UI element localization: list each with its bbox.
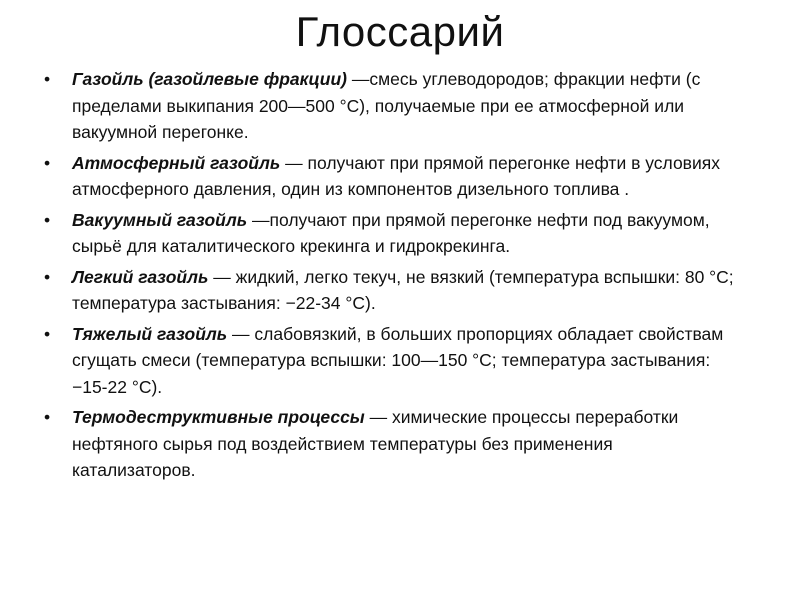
glossary-definition: —смесь углеводородов; фракции нефти (с пределами выкипания 200—500 °С), получаемые при ее атмосферной или вакуумной перегонке. <box>72 69 701 142</box>
glossary-term: Вакуумный газойль <box>72 209 248 230</box>
bullet-icon: • <box>44 209 51 230</box>
glossary-definition: — химические процессы переработки нефтяного сырья под воздействием температуры без применения катализаторов. <box>72 407 679 480</box>
glossary-term: Атмосферный газойль <box>72 152 281 173</box>
bullet-icon: • <box>44 323 51 344</box>
bullet-icon: • <box>44 152 51 173</box>
glossary-item-vacuum-gasoil <box>44 207 734 260</box>
glossary-term: Газойль (газойлевые фракции) <box>72 69 347 89</box>
glossary-definition: — слабовязкий, в больших пропорциях обладает свойствам сгущать смеси (температура вспышки: 100—150 °C; температура застывания: −15-22 °C). <box>72 323 724 397</box>
bullet-icon: • <box>44 407 51 427</box>
glossary-definition: — получают при прямой перегонке нефти в условиях атмосферного давления, один из компонентов дизельного топлива . <box>72 152 720 199</box>
glossary-term: Тяжелый газойль <box>72 323 228 344</box>
slide-title: Глоссарий <box>295 8 505 55</box>
glossary-term: Легкий газойль <box>72 266 209 287</box>
glossary-item-thermodestructive-processes <box>44 404 734 484</box>
bullet-icon: • <box>44 69 51 89</box>
glossary-list <box>44 66 734 488</box>
glossary-item-atmospheric-gasoil <box>44 150 734 203</box>
glossary-item-heavy-gasoil <box>44 321 734 401</box>
glossary-item-gasoil <box>44 66 734 146</box>
glossary-term: Термодеструктивные процессы <box>72 407 365 427</box>
bullet-icon: • <box>44 266 51 287</box>
glossary-item-light-gasoil <box>44 264 734 317</box>
glossary-definition: — жидкий, легко текуч, не вязкий (температура вспышки: 80 °C; температура застывания: −22-34 °C). <box>72 266 734 313</box>
glossary-definition: —получают при прямой перегонке нефти под вакуумом, сырьё для каталитического крекинга и гидрокрекинга. <box>72 209 710 256</box>
